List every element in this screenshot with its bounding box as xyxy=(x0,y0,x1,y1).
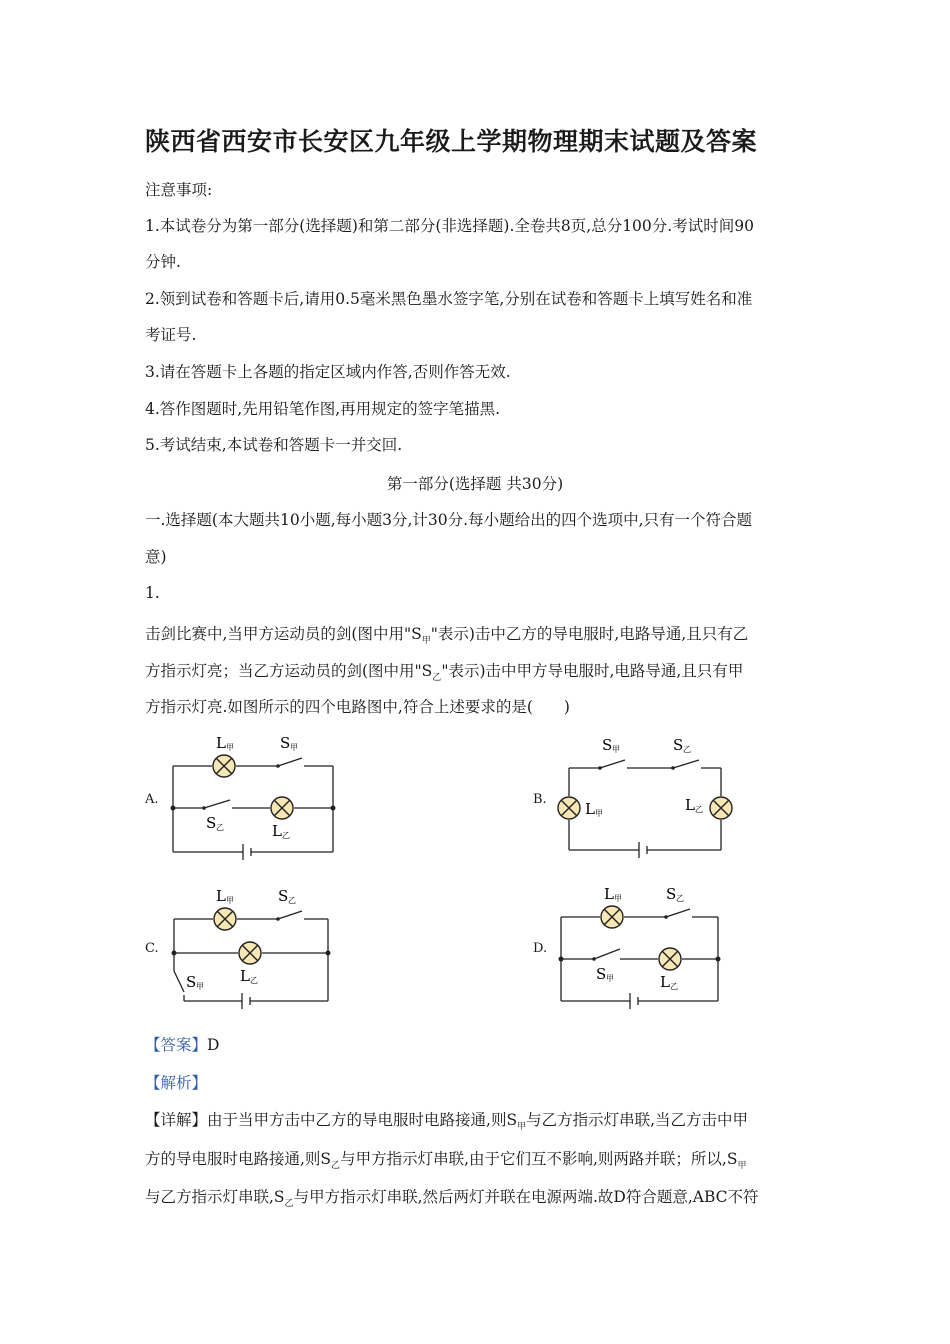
lamp-icon xyxy=(239,942,261,964)
circuit-diagram-a xyxy=(160,728,350,868)
question-text: 击剑比赛中,当甲方运动员的剑(图中用"$S_甲$"表示)击中乙方的导电服时,电路导通,且只有乙 xyxy=(145,625,749,647)
part-heading: 第一部分(选择题 共30分) xyxy=(386,475,564,493)
svg-text:甲: 甲 xyxy=(226,896,234,905)
svg-text:乙: 乙 xyxy=(288,896,296,905)
answer-line xyxy=(145,1033,219,1055)
option-b-label: B. xyxy=(533,792,547,807)
svg-text:乙: 乙 xyxy=(670,982,678,991)
svg-text:甲: 甲 xyxy=(614,894,622,903)
circuit-diagram-b xyxy=(555,728,745,868)
detail-text: 【详解】由于当甲方击中乙方的导电服时电路接通,则$S_甲$与乙方指示灯串联,当乙方击中甲 xyxy=(145,1111,749,1133)
note-line: 1.本试卷分为第一部分(选择题)和第二部分(非选择题).全卷共8页,总分100分.考试时间90 xyxy=(145,217,754,235)
svg-text:L: L xyxy=(604,885,614,903)
svg-text:S: S xyxy=(186,973,197,991)
notes-heading: 注意事项: xyxy=(145,181,213,199)
svg-text:S: S xyxy=(280,734,291,752)
svg-text:S: S xyxy=(206,814,217,832)
section-heading-cont: 意) xyxy=(145,548,167,566)
svg-text:L: L xyxy=(660,973,670,991)
note-line: 4.答作图题时,先用铅笔作图,再用规定的签字笔描黑. xyxy=(145,400,501,418)
lamp-icon xyxy=(710,797,732,819)
lamp-icon xyxy=(271,797,293,819)
svg-text:乙: 乙 xyxy=(695,805,703,814)
svg-text:甲: 甲 xyxy=(290,743,298,752)
svg-text:L: L xyxy=(216,887,226,905)
lamp-icon xyxy=(659,948,681,970)
page-title: 陕西省西安市长安区九年级上学期物理期末试题及答案 xyxy=(145,127,758,156)
note-line: 3.请在答题卡上各题的指定区域内作答,否则作答无效. xyxy=(145,363,511,381)
note-line: 分钟. xyxy=(145,253,181,271)
svg-text:L: L xyxy=(272,822,282,840)
svg-text:S: S xyxy=(602,736,613,754)
svg-text:乙: 乙 xyxy=(282,831,290,840)
svg-text:甲: 甲 xyxy=(606,974,614,983)
lamp-icon xyxy=(214,908,236,930)
svg-text:甲: 甲 xyxy=(595,809,603,818)
lamp-icon xyxy=(601,906,623,928)
svg-text:S: S xyxy=(666,885,677,903)
option-c-label: C. xyxy=(145,941,159,956)
svg-text:乙: 乙 xyxy=(216,823,224,832)
svg-text:S: S xyxy=(278,887,289,905)
svg-text:甲: 甲 xyxy=(196,982,204,991)
lamp-icon xyxy=(213,755,235,777)
circuit-diagram-d xyxy=(548,877,738,1017)
question-text: 方指示灯亮；当乙方运动员的剑(图中用"$S_乙$"表示)击中甲方导电服时,电路导通,且只有甲 xyxy=(145,662,744,684)
lamp-icon xyxy=(558,797,580,819)
analysis-label: 【解析】 xyxy=(145,1074,208,1092)
note-line: 5.考试结束,本试卷和答题卡一并交回. xyxy=(145,436,403,454)
svg-text:乙: 乙 xyxy=(250,976,258,985)
note-line: 考证号. xyxy=(145,326,197,344)
svg-text:甲: 甲 xyxy=(226,743,234,752)
svg-text:S: S xyxy=(596,965,607,983)
answer-label: 【答案】 xyxy=(145,1036,208,1054)
detail-text: 与乙方指示灯串联$,S_乙$与甲方指示灯串联,然后两灯并联在电源两端.故D符合题意,ABC不符 xyxy=(145,1188,759,1210)
option-a-label: A. xyxy=(145,792,159,807)
question-number: 1. xyxy=(145,584,160,602)
svg-text:乙: 乙 xyxy=(683,745,691,754)
svg-text:L: L xyxy=(240,967,250,985)
svg-text:L: L xyxy=(685,796,695,814)
section-heading: 一.选择题(本大题共10小题,每小题3分,计30分.每小题给出的四个选项中,只有一个符合题 xyxy=(145,511,752,529)
answer-value: D xyxy=(207,1036,220,1054)
note-line: 2.领到试卷和答题卡后,请用0.5毫米黑色墨水签字笔,分别在试卷和答题卡上填写姓名和准 xyxy=(145,290,753,308)
svg-text:L: L xyxy=(216,734,226,752)
detail-text: 方的导电服时电路接通,则$S_乙$与甲方指示灯串联,由于它们互不影响,则两路并联；所以$,S_甲$ xyxy=(145,1150,747,1172)
circuit-diagram-c xyxy=(160,877,350,1017)
question-text: 方指示灯亮.如图所示的四个电路图中,符合上述要求的是( ) xyxy=(145,698,570,716)
svg-text:乙: 乙 xyxy=(676,894,684,903)
svg-text:甲: 甲 xyxy=(612,745,620,754)
svg-text:S: S xyxy=(673,736,684,754)
option-d-label: D. xyxy=(533,941,548,956)
svg-text:L: L xyxy=(585,800,595,818)
